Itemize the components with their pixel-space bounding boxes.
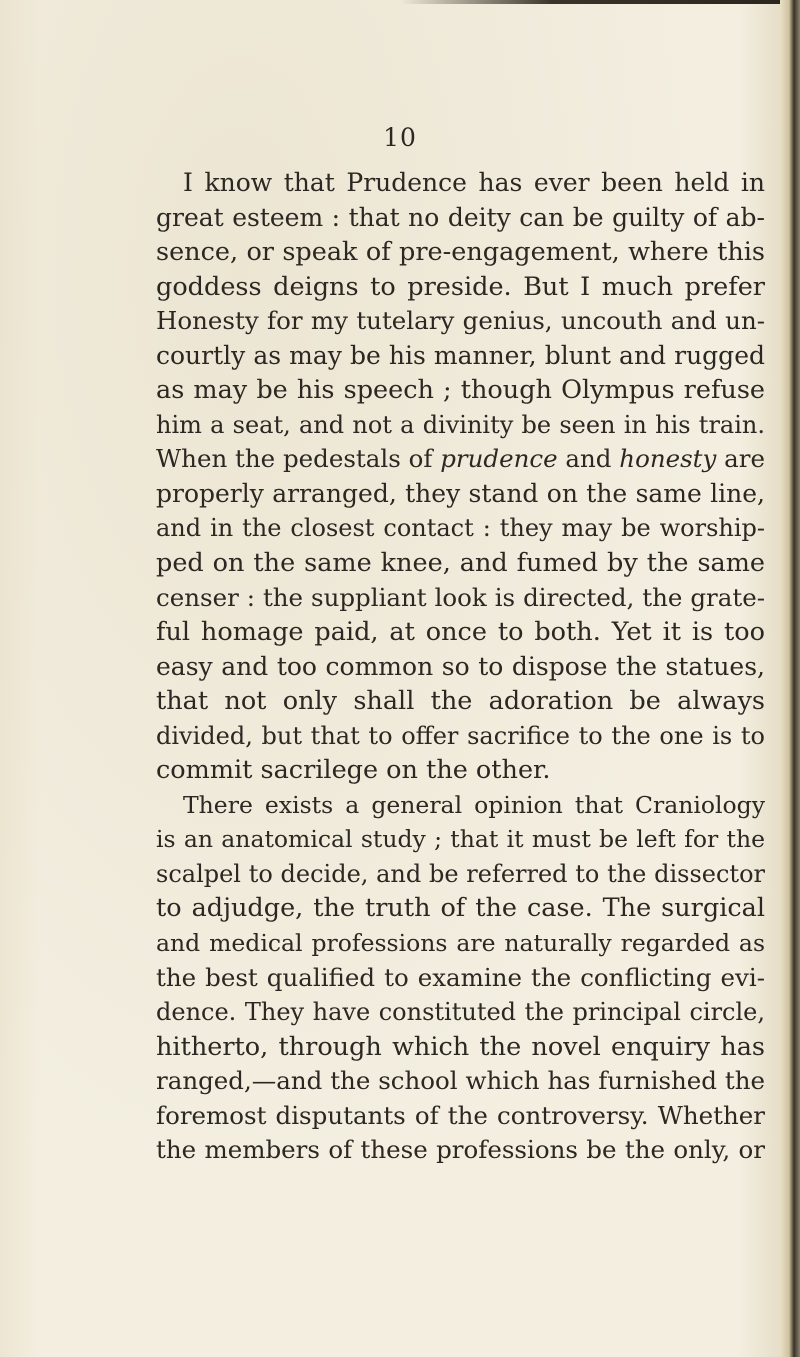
text-line: the members of these professions be the only, or xyxy=(156,1135,765,1165)
text-line: censer : the suppliant look is directed, the grate- xyxy=(156,582,765,612)
text-line: ful homage paid, at once to both. Yet it is too xyxy=(156,617,765,648)
text-line: properly arranged, they stand on the same line, xyxy=(156,478,765,508)
text-line: Honesty for my tutelary genius, uncouth and un- xyxy=(156,306,765,336)
text-run: When the pedestals of xyxy=(156,444,441,474)
text-line: the best qualified to examine the conflicting evi- xyxy=(156,962,765,992)
text-line: ped on the same knee, and fumed by the same xyxy=(156,548,765,579)
text-line: and in the closest contact : they may be worship- xyxy=(156,514,765,543)
text-line: hitherto, through which the novel enquiry has xyxy=(156,1031,765,1062)
text-line-with-italics xyxy=(156,442,765,477)
text-run: are xyxy=(716,444,766,474)
text-line: goddess deigns to preside. But I much prefer xyxy=(156,271,765,302)
text-run: and xyxy=(557,444,620,474)
text-line: I know that Prudence has ever been held in xyxy=(183,168,765,197)
text-line-paragraph-end: commit sacrilege on the other. xyxy=(156,755,551,786)
text-line: and medical professions are naturally regarded as xyxy=(156,929,765,958)
page-right-edge xyxy=(780,0,800,1357)
text-line: sence, or speak of pre-engagement, where this xyxy=(156,237,765,268)
text-line: ranged,—and the school which has furnished the xyxy=(156,1066,765,1096)
text-line: great esteem : that no deity can be guilty of ab- xyxy=(156,202,765,232)
text-line: to adjudge, the truth of the case. The surgical xyxy=(156,893,765,924)
text-line: that not only shall the adoration be always xyxy=(156,686,765,717)
text-line: divided, but that to offer sacrifice to the one is to xyxy=(156,721,765,750)
text-line: scalpel to decide, and be referred to the dissector xyxy=(156,859,765,888)
text-line: dence. They have constituted the principal circle, xyxy=(156,998,765,1027)
italic-honesty: honesty xyxy=(619,444,717,474)
text-line: him a seat, and not a divinity be seen in his train. xyxy=(156,410,765,439)
body-text xyxy=(156,166,765,1168)
text-line: There exists a general opinion that Craniology xyxy=(183,790,765,819)
text-line: is an anatomical study ; that it must be left for the xyxy=(156,825,765,854)
text-line: easy and too common so to dispose the statues, xyxy=(156,651,765,681)
page-number: 10 xyxy=(383,123,417,152)
text-line: foremost disputants of the controversy. Whether xyxy=(156,1100,765,1130)
italic-prudence: prudence xyxy=(440,444,558,474)
text-line: courtly as may be his manner, blunt and rugged xyxy=(156,340,765,370)
text-line: as may be his speech ; though Olympus refuse xyxy=(156,375,765,406)
page-top-edge xyxy=(400,0,780,4)
